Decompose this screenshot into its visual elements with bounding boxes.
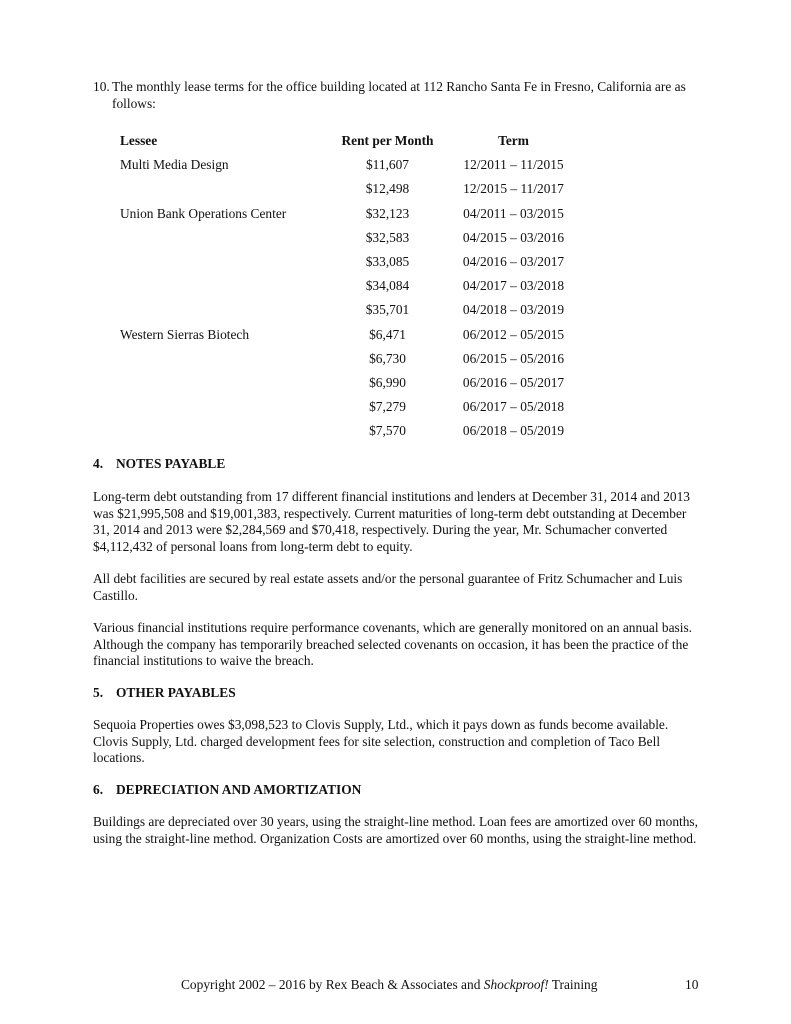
section-number: 6.	[93, 782, 104, 797]
rent-cell: $12,498	[365, 181, 410, 197]
term-cell: 12/2015 – 11/2017	[463, 181, 564, 197]
lessee-cell	[120, 399, 325, 423]
lessee-cell	[120, 375, 325, 399]
section-number: 5.	[93, 685, 104, 700]
item-text: The monthly lease terms for the office building located at 112 Rancho Santa Fe in Fresno, California are as follows:	[112, 79, 686, 111]
rent-cell: $33,085	[365, 253, 410, 269]
lessee-cell: Multi Media Design	[120, 157, 229, 173]
lessee-cell	[120, 423, 325, 447]
table-row	[120, 230, 577, 254]
header-term: Term	[498, 133, 529, 148]
term-cell: 04/2016 – 03/2017	[462, 253, 565, 269]
lessee-cell: Western Sierras Biotech	[120, 326, 250, 342]
term-cell: 04/2018 – 03/2019	[462, 302, 565, 318]
term-cell: 06/2018 – 05/2019	[462, 423, 565, 439]
section-heading-notes-payable	[93, 456, 225, 472]
paragraph: Buildings are depreciated over 30 years, using the straight-line method. Loan fees are amortized over 60 months, using the straight-line method. Organization Costs are amortized over 60 months, using the straight-line method.	[93, 814, 698, 846]
rent-cell: $7,570	[369, 423, 406, 439]
page-number: 10	[685, 977, 699, 992]
table-row	[120, 327, 577, 351]
rent-cell: $6,990	[369, 374, 406, 390]
lessee-cell: Union Bank Operations Center	[120, 205, 287, 221]
table-row	[120, 399, 577, 423]
term-cell: 04/2015 – 03/2016	[462, 229, 565, 245]
paragraph: Long-term debt outstanding from 17 different financial institutions and lenders at December 31, 2014 and 2013 was $21,995,508 and $19,001,383, respectively. Current maturities of long-term debt outstanding at December 31, 2014 and 2013 were $2,284,569 and $70,418, respectively. During the year, Mr. Schumacher converted $4,112,432 of personal loans from long-term debt to equity.	[93, 489, 690, 554]
term-cell: 04/2011 – 03/2015	[463, 205, 564, 221]
term-cell: 06/2017 – 05/2018	[462, 399, 565, 415]
lessee-cell	[120, 230, 325, 254]
section-title: OTHER PAYABLES	[116, 685, 236, 700]
table-row	[120, 302, 577, 326]
rent-cell: $35,701	[365, 302, 410, 318]
rent-cell: $34,084	[365, 278, 410, 294]
rent-cell: $32,583	[365, 229, 410, 245]
copyright-suffix: Training	[548, 977, 598, 992]
table-row	[120, 278, 577, 302]
paragraph: Sequoia Properties owes $3,098,523 to Clovis Supply, Ltd., which it pays down as funds become available. Clovis Supply, Ltd. charged development fees for site selection, construction and completion of Taco Bell locations.	[93, 717, 669, 765]
lease-table	[120, 133, 577, 447]
section-title: DEPRECIATION AND AMORTIZATION	[116, 782, 362, 797]
term-cell: 04/2017 – 03/2018	[462, 278, 565, 294]
table-row	[120, 375, 577, 399]
term-cell: 12/2011 – 11/2015	[463, 157, 564, 173]
copyright-text: Copyright 2002 – 2016 by Rex Beach & Associates and	[181, 977, 484, 992]
term-cell: 06/2016 – 05/2017	[462, 374, 565, 390]
rent-cell: $7,279	[369, 399, 406, 415]
lessee-cell	[120, 351, 325, 375]
table-row	[120, 351, 577, 375]
paragraph: Various financial institutions require performance covenants, which are generally monitored on an annual basis. Although the company has temporarily breached selected covenants on occasion, it has been the practice of the financial institutions to waive the breach.	[93, 620, 693, 668]
lessee-cell	[120, 181, 325, 205]
table-row	[120, 206, 577, 230]
table-row	[120, 254, 577, 278]
lease-intro	[93, 79, 703, 112]
lessee-cell	[120, 278, 325, 302]
paragraph: All debt facilities are secured by real estate assets and/or the personal guarantee of Fritz Schumacher and Luis Castillo.	[93, 571, 683, 603]
header-rent: Rent per Month	[341, 133, 434, 148]
table-row	[120, 157, 577, 181]
header-lessee: Lessee	[120, 133, 158, 148]
term-cell: 06/2012 – 05/2015	[462, 326, 565, 342]
rent-cell: $32,123	[365, 205, 410, 221]
copyright	[181, 977, 597, 993]
rent-cell: $6,730	[369, 350, 406, 366]
section-number: 4.	[93, 456, 104, 471]
table-row	[120, 423, 577, 447]
item-number: 10.	[93, 79, 110, 94]
term-cell: 06/2015 – 05/2016	[462, 350, 565, 366]
table-row	[120, 181, 577, 205]
section-title: NOTES PAYABLE	[116, 456, 226, 471]
lessee-cell	[120, 302, 325, 326]
table-header-row	[120, 133, 577, 157]
rent-cell: $11,607	[365, 157, 410, 173]
copyright-brand: Shockproof!	[483, 977, 549, 992]
lessee-cell	[120, 254, 325, 278]
section-heading-other-payables	[93, 685, 236, 701]
rent-cell: $6,471	[369, 326, 406, 342]
section-heading-depreciation	[93, 782, 361, 798]
